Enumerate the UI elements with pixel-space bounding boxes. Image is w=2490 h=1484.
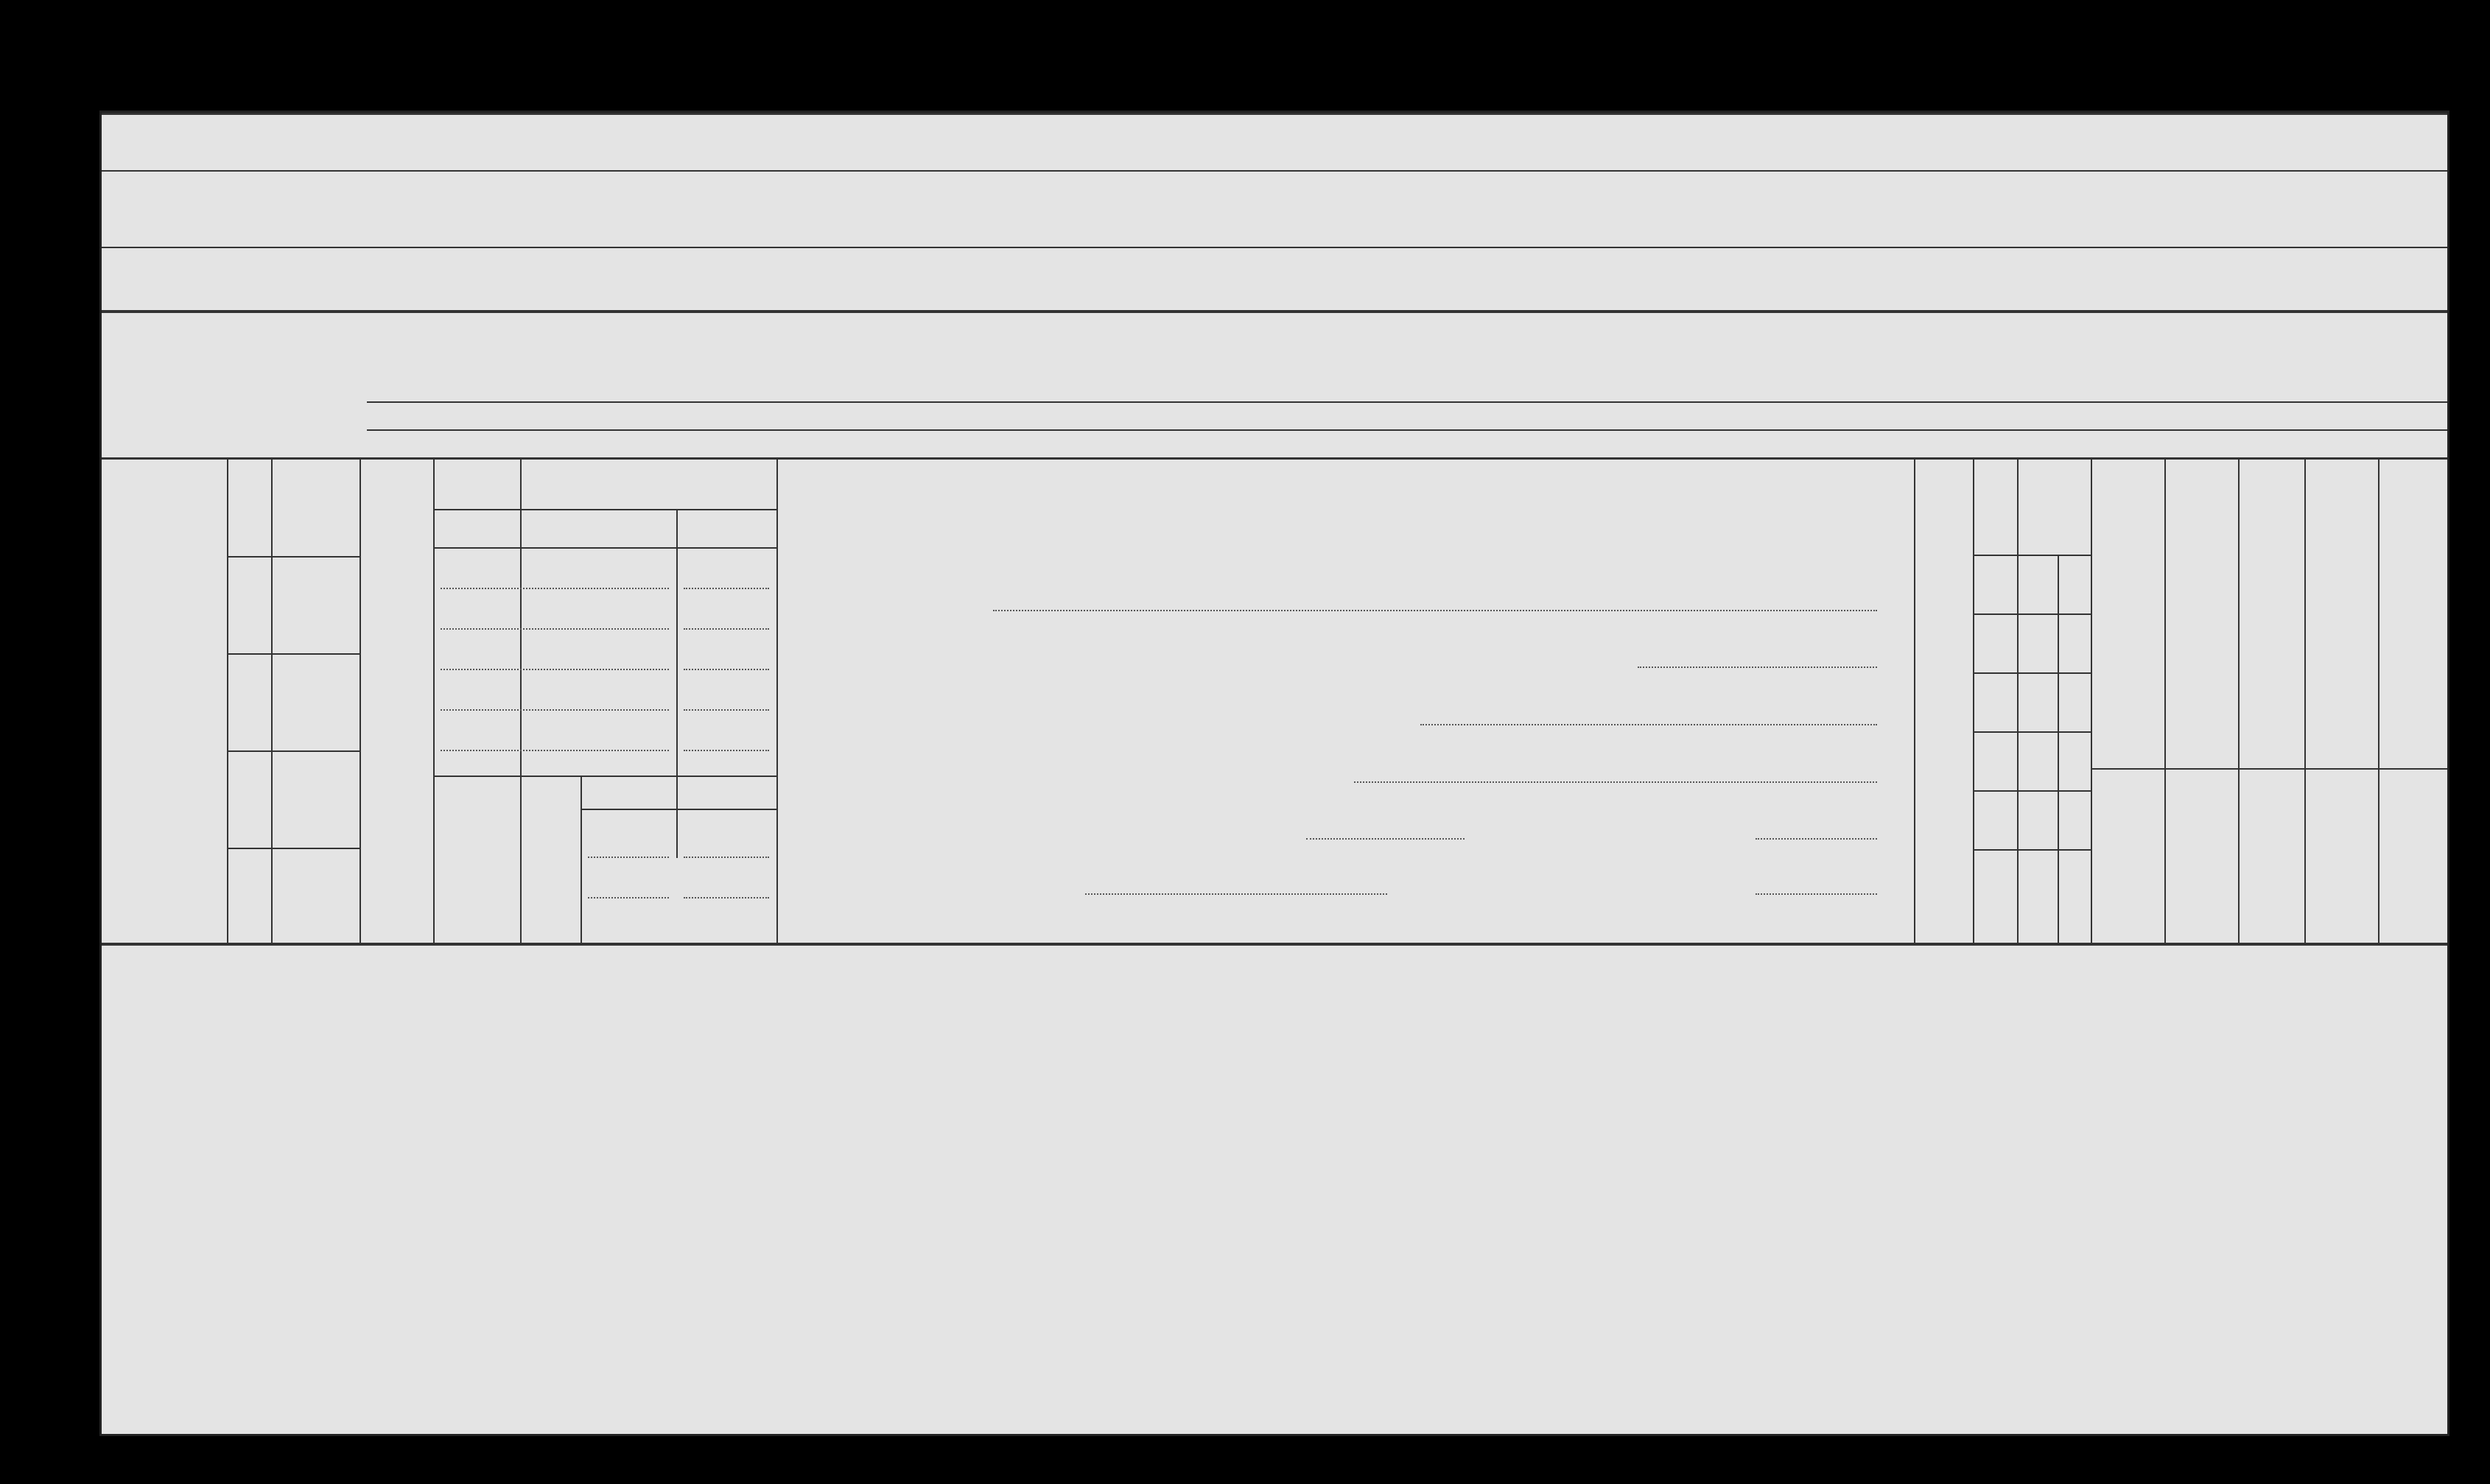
census-card (99, 110, 2449, 1436)
